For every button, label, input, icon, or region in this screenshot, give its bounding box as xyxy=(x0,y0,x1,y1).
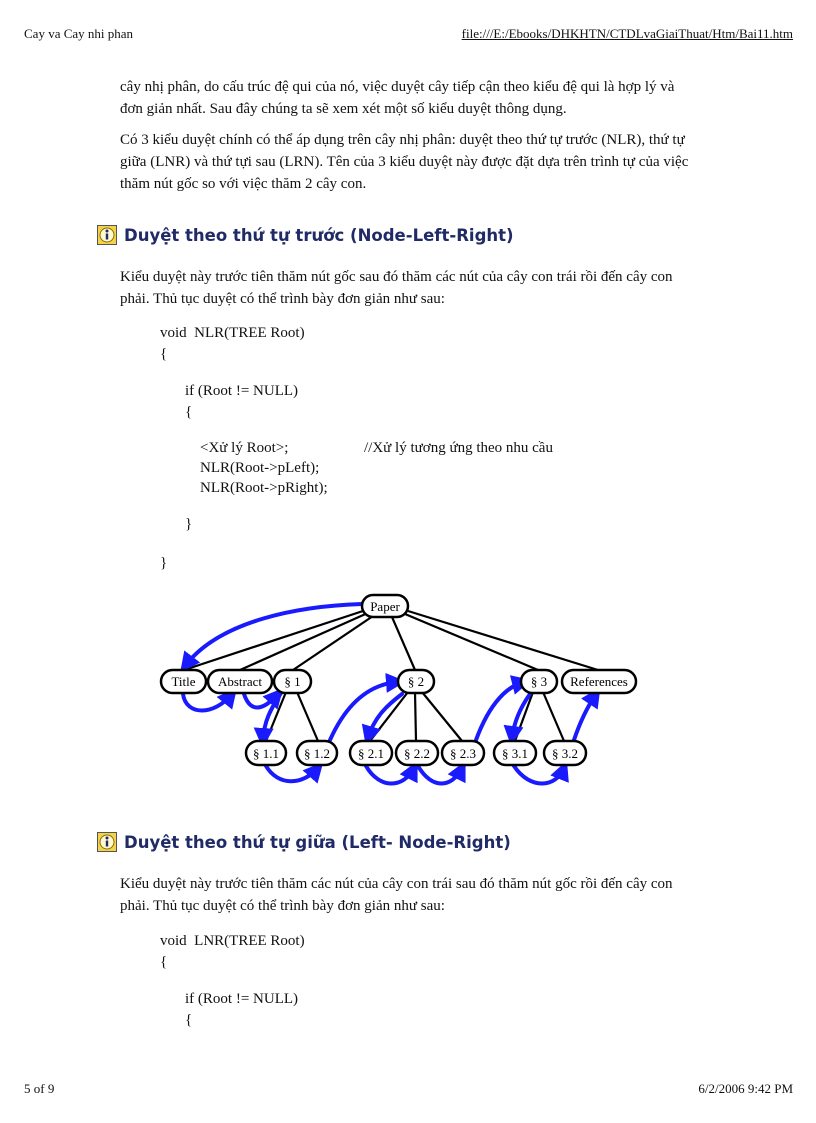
traversal-arrow xyxy=(476,682,524,740)
tree-node-label: References xyxy=(570,674,628,689)
tree-edge xyxy=(297,692,318,741)
tree-node-label: § 1 xyxy=(284,674,301,689)
tree-edge xyxy=(392,617,415,670)
tree-node-abstract xyxy=(208,670,272,693)
traversal-arrow xyxy=(183,694,232,711)
tree-node-references xyxy=(562,670,636,693)
tree-edge xyxy=(415,692,416,741)
tree-node-label: § 2 xyxy=(407,674,425,689)
tree-edge xyxy=(370,692,408,741)
tree-node-label: Title xyxy=(171,674,196,689)
print-datetime: 6/2/2006 9:42 PM xyxy=(698,1081,793,1096)
tree-node-title xyxy=(161,670,206,693)
page-header-url[interactable]: file:///E:/Ebooks/DHKHTN/CTDLvaGiaiThuat/Htm/Bai11.htm xyxy=(461,26,793,41)
tree-node-s2 xyxy=(398,670,434,693)
code-if-brace-open: { xyxy=(185,404,193,420)
code-comment: //Xử lý tương ứng theo nhu cầu xyxy=(364,440,553,456)
tree-node-s3 xyxy=(521,670,557,693)
tree-node-label: § 3 xyxy=(530,674,548,689)
traversal-arrow xyxy=(574,694,596,740)
tree-node-s2-3 xyxy=(442,741,484,765)
tree-node-root xyxy=(362,595,408,617)
code-if-brace-open: { xyxy=(185,1012,193,1028)
tree-node-s1-2 xyxy=(297,741,337,765)
tree-node-label: § 2.1 xyxy=(358,746,384,761)
section-title-lnr: Duyệt theo thứ tự giữa (Left- Node-Right) xyxy=(124,832,511,852)
page-number: 5 of 9 xyxy=(24,1081,55,1096)
traversal-arrow xyxy=(368,694,402,738)
tree-node-s2-2 xyxy=(396,741,438,765)
tree-diagram xyxy=(150,590,650,800)
code-process-root: <Xử lý Root>; xyxy=(200,440,289,456)
code-brace-open: { xyxy=(160,954,168,970)
tree-node-s3-1 xyxy=(494,741,536,765)
code-lnr-signature: void LNR(TREE Root) xyxy=(160,933,305,949)
tree-node-label: § 3.2 xyxy=(552,746,578,761)
info-icon xyxy=(97,832,117,852)
code-brace-open: { xyxy=(160,346,168,362)
traversal-arrow xyxy=(330,682,398,740)
tree-edge xyxy=(408,611,598,670)
nlr-paragraph: Kiểu duyệt này trước tiên thăm nút gốc sau đó thăm các nút của cây con trái rồi đến cây con phải. Thủ tục duyệt có thể trình bày đơn giản như sau: xyxy=(120,269,673,307)
tree-node-label: Paper xyxy=(370,599,400,614)
section-heading-lnr xyxy=(97,832,511,852)
code-if-statement: if (Root != NULL) xyxy=(185,383,299,399)
code-if-statement: if (Root != NULL) xyxy=(185,991,299,1007)
tree-edge xyxy=(543,692,564,741)
intro-paragraph-2: Có 3 kiểu duyệt chính có thể áp dụng trên cây nhị phân: duyệt theo thứ tự trước (NLR), thứ tự giữa (LNR) và thứ tựi sau (LRN). Tên của 3 kiểu duyệt này được đặt dựa trên trình tự của việc thăm nút gốc so với việc thăm 2 cây con. xyxy=(120,132,689,192)
tree-node-label: § 2.3 xyxy=(450,746,476,761)
traversal-arrow xyxy=(418,766,462,784)
traversal-arrow xyxy=(185,604,362,666)
lnr-paragraph: Kiểu duyệt này trước tiên thăm các nút của cây con trái sau đó thăm nút gốc rồi đến cây con phải. Thủ tục duyệt có thể trình bày đơn giản như sau: xyxy=(120,876,673,914)
tree-node-s3-2 xyxy=(544,741,586,765)
code-brace-close: } xyxy=(160,555,168,571)
page-header-title: Cay va Cay nhi phan xyxy=(24,26,134,41)
traversal-arrow xyxy=(514,766,564,784)
code-call-right: NLR(Root->pRight); xyxy=(200,480,328,496)
tree-node-label: § 3.1 xyxy=(502,746,528,761)
tree-node-s1 xyxy=(274,670,311,693)
tree-node-label: § 2.2 xyxy=(404,746,430,761)
code-if-brace-close: } xyxy=(185,516,193,532)
tree-node-label: § 1.1 xyxy=(253,746,279,761)
traversal-arrow xyxy=(512,694,530,738)
tree-node-label: § 1.2 xyxy=(304,746,330,761)
tree-node-label: Abstract xyxy=(217,674,263,689)
tree-nodes xyxy=(161,595,636,765)
intro-paragraph-1: cây nhị phân, do cấu trúc đệ qui của nó, việc duyệt cây tiếp cận theo kiểu đệ qui là hợp lý và đơn giản nhất. Sau đây chúng ta sẽ xem xét một số kiểu duyệt thông dụng. xyxy=(120,79,675,117)
tree-node-s1-1 xyxy=(246,741,286,765)
tree-edge xyxy=(422,692,462,741)
code-call-left: NLR(Root->pLeft); xyxy=(200,460,320,476)
section-heading-nlr xyxy=(97,225,514,245)
tree-node-s2-1 xyxy=(350,741,392,765)
traversal-arrow xyxy=(266,766,318,781)
traversal-arrow xyxy=(366,766,414,784)
section-title-nlr: Duyệt theo thứ tự trước (Node-Left-Right) xyxy=(124,225,514,245)
tree-edge xyxy=(405,614,538,670)
code-nlr-signature: void NLR(TREE Root) xyxy=(160,325,305,341)
info-icon xyxy=(97,225,117,245)
